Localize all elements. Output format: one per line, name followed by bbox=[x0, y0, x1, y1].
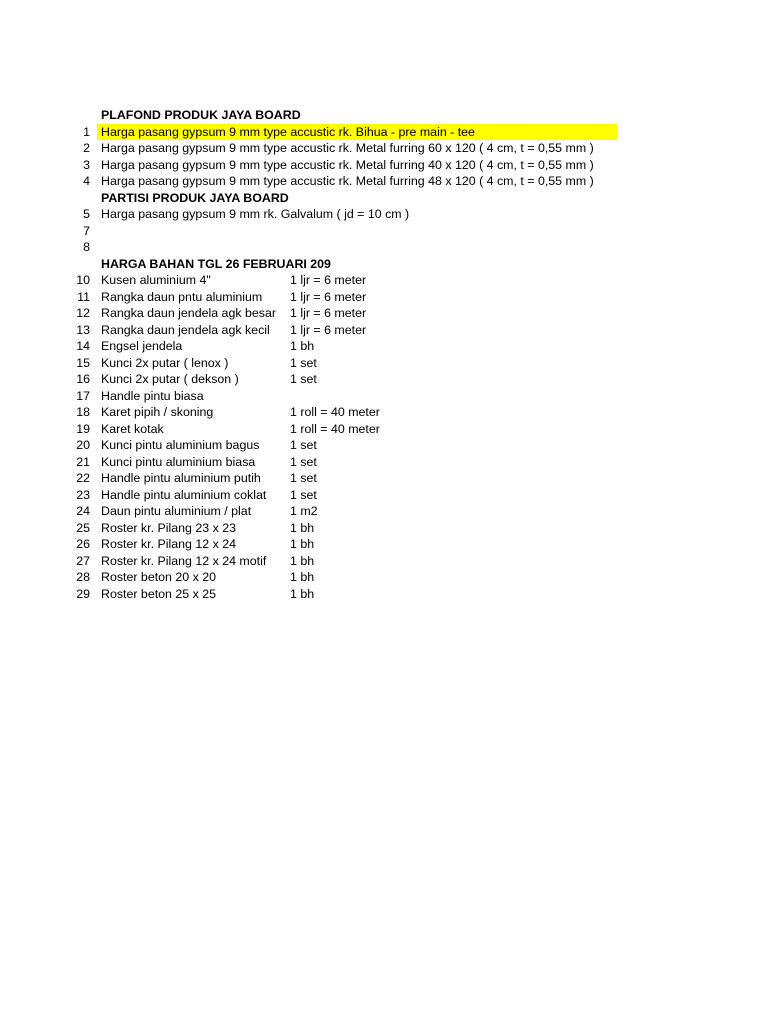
item-unit: 1 ljr = 6 meter bbox=[290, 273, 367, 287]
row-number: 23 bbox=[76, 487, 90, 502]
row-number: 18 bbox=[76, 405, 90, 419]
row-number: 15 bbox=[76, 355, 90, 370]
item-unit: 1 roll = 40 meter bbox=[290, 405, 380, 419]
row-number: 16 bbox=[76, 372, 90, 386]
row-number: 10 bbox=[76, 273, 90, 287]
row-number: 26 bbox=[76, 537, 90, 551]
item-description: Kunci pintu aluminium biasa bbox=[101, 454, 256, 469]
item-description: Kusen aluminium 4" bbox=[101, 273, 211, 287]
row-number: 12 bbox=[76, 306, 90, 320]
table-row bbox=[0, 157, 768, 174]
row-number: 3 bbox=[83, 157, 90, 172]
row-number: 21 bbox=[76, 454, 90, 469]
table-row bbox=[0, 437, 768, 454]
table-row bbox=[0, 140, 768, 157]
item-unit: 1 set bbox=[290, 471, 317, 485]
item-description: Rangka daun pntu aluminium bbox=[101, 289, 263, 304]
item-description: Kunci 2x putar ( lenox ) bbox=[101, 355, 229, 370]
row-number: 11 bbox=[77, 289, 90, 304]
table-row bbox=[0, 322, 768, 339]
item-unit: 1 bh bbox=[290, 339, 315, 353]
item-description: Harga pasang gypsum 9 mm type accustic rk. Bihua - pre main - tee bbox=[101, 124, 475, 139]
table-row bbox=[0, 173, 768, 190]
item-unit: 1 bh bbox=[290, 553, 315, 568]
item-unit: 1 set bbox=[290, 487, 317, 502]
table-row bbox=[0, 470, 768, 487]
item-description: Roster beton 25 x 25 bbox=[101, 586, 217, 601]
row-number: 5 bbox=[83, 207, 90, 221]
item-unit: 1 bh bbox=[290, 520, 315, 535]
table-row bbox=[0, 454, 768, 471]
item-description: Kunci pintu aluminium bagus bbox=[101, 438, 260, 452]
item-unit: 1 ljr = 6 meter bbox=[290, 289, 367, 304]
item-unit: 1 bh bbox=[290, 586, 315, 601]
item-unit: 1 ljr = 6 meter bbox=[290, 322, 367, 337]
table-row bbox=[0, 124, 768, 141]
item-description: Roster kr. Pilang 23 x 23 bbox=[101, 520, 236, 535]
item-description: Kunci 2x putar ( dekson ) bbox=[101, 372, 239, 386]
row-number: 4 bbox=[83, 174, 90, 188]
item-unit: 1 m2 bbox=[290, 504, 318, 518]
table-row bbox=[0, 421, 768, 438]
table-row bbox=[0, 536, 768, 553]
row-number: 29 bbox=[76, 586, 90, 601]
table-row bbox=[0, 388, 768, 405]
section-title: PLAFOND PRODUK JAYA BOARD bbox=[101, 108, 301, 122]
section-title: PARTISI PRODUK JAYA BOARD bbox=[101, 190, 289, 205]
table-row bbox=[0, 223, 768, 240]
table-row bbox=[0, 355, 768, 372]
table-row bbox=[0, 569, 768, 586]
table-row bbox=[0, 338, 768, 355]
section-title: HARGA BAHAN TGL 26 FEBRUARI 209 bbox=[101, 256, 331, 271]
item-unit: 1 set bbox=[290, 454, 317, 469]
table-row bbox=[0, 289, 768, 306]
item-description: Rangka daun jendela agk kecil bbox=[101, 322, 270, 337]
row-number: 7 bbox=[83, 223, 90, 238]
row-number: 27 bbox=[76, 553, 90, 568]
item-description: Harga pasang gypsum 9 mm type accustic rk. Metal furring 40 x 120 ( 4 cm, t = 0,55 mm ) bbox=[101, 157, 594, 172]
row-number: 14 bbox=[76, 339, 90, 353]
row-number: 17 bbox=[76, 388, 90, 403]
item-description: Roster kr. Pilang 12 x 24 bbox=[101, 537, 236, 551]
item-unit: 1 roll = 40 meter bbox=[290, 421, 380, 436]
table-row bbox=[0, 586, 768, 603]
table-row bbox=[0, 206, 768, 223]
row-number: 28 bbox=[76, 570, 90, 584]
row-number: 19 bbox=[76, 421, 90, 436]
table-row bbox=[0, 487, 768, 504]
item-unit: 1 bh bbox=[290, 570, 315, 584]
item-unit: 1 ljr = 6 meter bbox=[290, 306, 367, 320]
table-row bbox=[0, 305, 768, 322]
table-row bbox=[0, 272, 768, 289]
section-heading-row bbox=[0, 190, 768, 207]
item-description: Rangka daun jendela agk besar bbox=[101, 306, 276, 320]
item-description: Karet pipih / skoning bbox=[101, 405, 214, 419]
spreadsheet-page bbox=[0, 107, 768, 602]
table-row bbox=[0, 503, 768, 520]
table-row bbox=[0, 553, 768, 570]
row-number: 24 bbox=[76, 504, 90, 518]
table-row bbox=[0, 520, 768, 537]
item-description: Roster kr. Pilang 12 x 24 motif bbox=[101, 553, 267, 568]
item-description: Handle pintu aluminium putih bbox=[101, 471, 261, 485]
table-row bbox=[0, 371, 768, 388]
item-description: Harga pasang gypsum 9 mm type accustic rk. Metal furring 60 x 120 ( 4 cm, t = 0,55 mm ) bbox=[101, 141, 594, 155]
row-number: 1 bbox=[83, 124, 90, 139]
item-unit: 1 bh bbox=[290, 537, 315, 551]
item-description: Harga pasang gypsum 9 mm type accustic rk. Metal furring 48 x 120 ( 4 cm, t = 0,55 mm ) bbox=[101, 174, 594, 188]
item-description: Handle pintu biasa bbox=[101, 388, 204, 403]
item-description: Roster beton 20 x 20 bbox=[101, 570, 217, 584]
row-number: 20 bbox=[76, 438, 90, 452]
item-unit: 1 set bbox=[290, 355, 317, 370]
row-number: 8 bbox=[83, 240, 90, 254]
row-number: 2 bbox=[83, 141, 90, 155]
item-description: Engsel jendela bbox=[101, 339, 183, 353]
item-description: Daun pintu aluminium / plat bbox=[101, 504, 252, 518]
section-heading-row bbox=[0, 107, 768, 124]
row-number: 25 bbox=[76, 520, 90, 535]
item-description: Harga pasang gypsum 9 mm rk. Galvalum ( jd = 10 cm ) bbox=[101, 207, 410, 221]
item-unit: 1 set bbox=[290, 372, 317, 386]
item-unit: 1 set bbox=[290, 438, 317, 452]
table-row bbox=[0, 239, 768, 256]
row-number: 13 bbox=[76, 322, 90, 337]
row-number: 22 bbox=[76, 471, 90, 485]
table-row bbox=[0, 404, 768, 421]
item-description: Karet kotak bbox=[101, 421, 164, 436]
item-description: Handle pintu aluminium coklat bbox=[101, 487, 267, 502]
section-heading-row bbox=[0, 256, 768, 273]
